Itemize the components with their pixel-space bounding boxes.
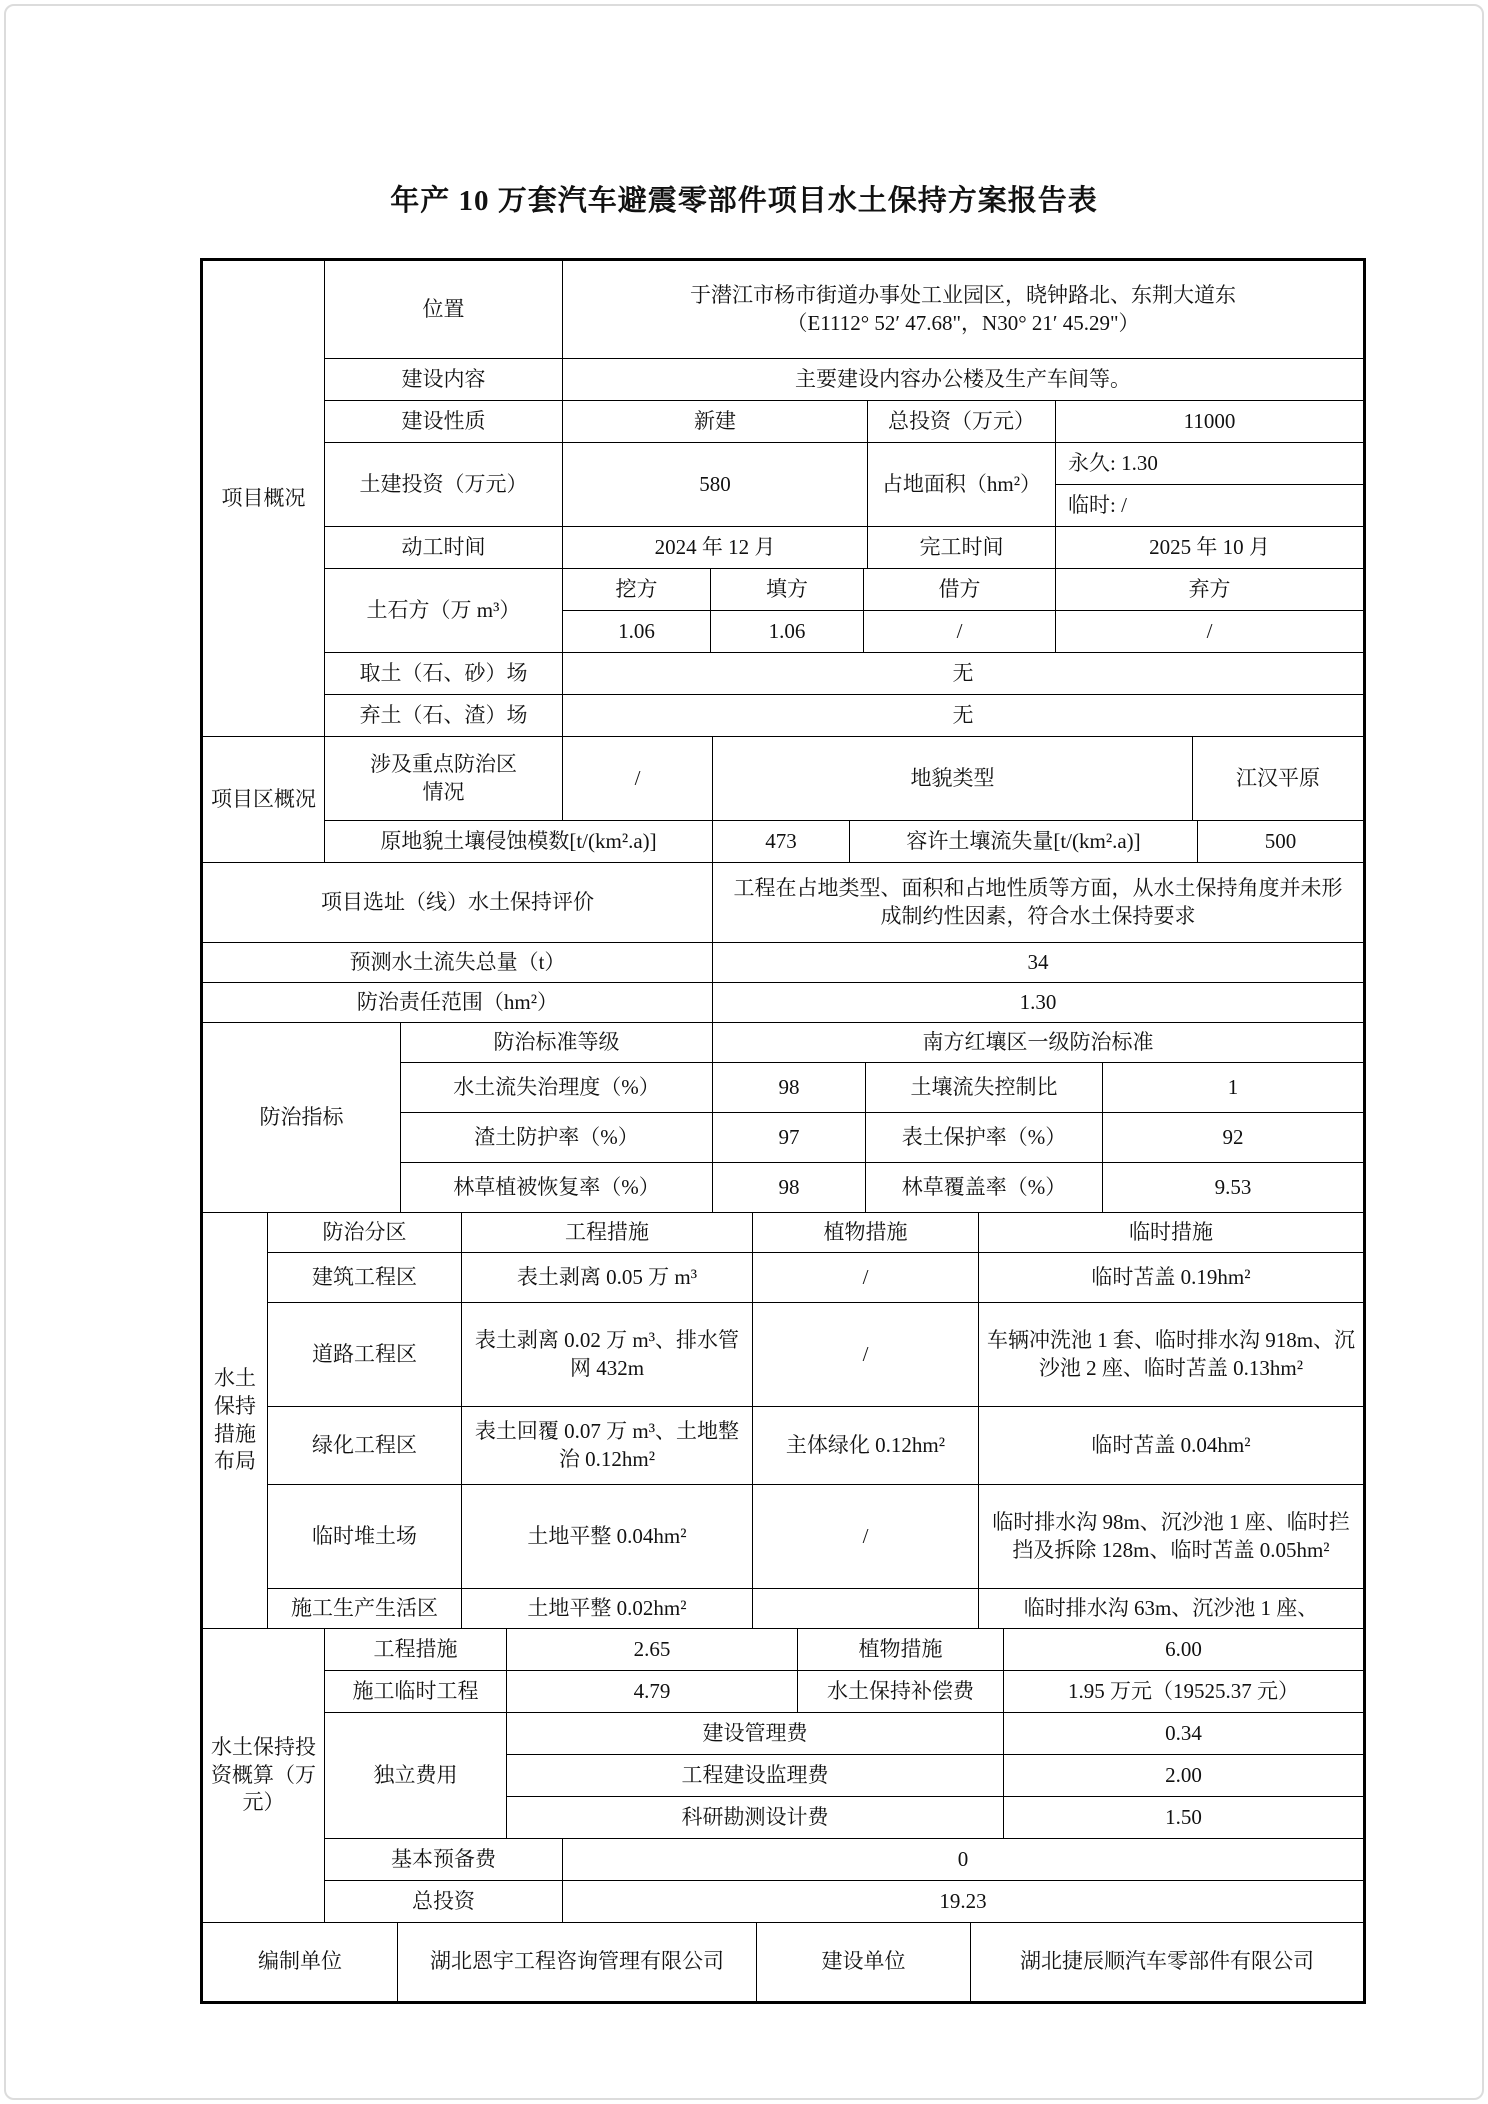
cell-compensation-fee-value: 1.95 万元（19525.37 元） bbox=[1004, 1671, 1363, 1713]
row-road-zone bbox=[268, 1303, 1363, 1407]
cell-spoil-ground-value: 无 bbox=[563, 695, 1363, 737]
cell-temporary: 临时苫盖 0.19hm² bbox=[979, 1253, 1363, 1303]
cell-engineering-cost-label: 工程措施 bbox=[325, 1629, 507, 1671]
cell-borrow-pit-label: 取土（石、砂）场 bbox=[325, 653, 563, 695]
cell-temporary: 临时排水沟 63m、沉沙池 1 座、 bbox=[979, 1589, 1363, 1629]
section-organizations bbox=[203, 1923, 1363, 2001]
cell-plant-cost-value: 6.00 bbox=[1004, 1629, 1363, 1671]
cell-basic-reserve-value: 0 bbox=[563, 1839, 1363, 1881]
cell-responsibility-scope-label: 防治责任范围（hm²） bbox=[203, 983, 713, 1023]
report-table bbox=[200, 258, 1366, 2004]
cell-total-investment-sum-label: 总投资 bbox=[325, 1881, 563, 1923]
cell-land-area-temporary: 临时: / bbox=[1056, 485, 1363, 527]
cell-erosion-modulus-label: 原地貌土壤侵蚀模数[t/(km².a)] bbox=[325, 821, 713, 863]
cell-loss-control-ratio-label: 土壤流失控制比 bbox=[866, 1063, 1103, 1113]
cell-construction-nature-value: 新建 bbox=[563, 401, 868, 443]
cell-borrow-value: / bbox=[864, 611, 1056, 653]
cell-survey-design-fee-value: 1.50 bbox=[1004, 1797, 1363, 1839]
header-plant-measures: 植物措施 bbox=[753, 1213, 979, 1253]
cell-compiling-org-label: 编制单位 bbox=[203, 1923, 398, 2001]
cell-temp-works-cost-value: 4.79 bbox=[507, 1671, 798, 1713]
row-temp-soil-stack bbox=[268, 1485, 1363, 1589]
cell-slag-protection-label: 渣土防护率（%） bbox=[401, 1113, 713, 1163]
cell-plant: 主体绿化 0.12hm² bbox=[753, 1407, 979, 1485]
cell-landform-type-value: 江汉平原 bbox=[1193, 737, 1363, 821]
cell-land-area-label: 占地面积（hm²） bbox=[868, 443, 1056, 527]
cell-spoil-value: / bbox=[1056, 611, 1363, 653]
cell-supervision-fee-value: 2.00 bbox=[1004, 1755, 1363, 1797]
row-building-zone bbox=[268, 1253, 1363, 1303]
cell-responsibility-scope-value: 1.30 bbox=[713, 983, 1363, 1023]
cell-completion-date-label: 完工时间 bbox=[868, 527, 1056, 569]
key-prevention-line1: 涉及重点防治区 bbox=[370, 751, 517, 776]
row-construction-living-zone bbox=[268, 1589, 1363, 1629]
cell-construction-content-label: 建设内容 bbox=[325, 359, 563, 401]
section-project-area bbox=[203, 737, 1363, 863]
cell-location-label: 位置 bbox=[325, 261, 563, 359]
cell-standard-grade-value: 南方红壤区一级防治标准 bbox=[713, 1023, 1363, 1063]
header-temporary-measures: 临时措施 bbox=[979, 1213, 1363, 1253]
cell-engineering: 表土剥离 0.02 万 m³、排水管网 432m bbox=[462, 1303, 753, 1407]
cell-zone: 道路工程区 bbox=[268, 1303, 462, 1407]
cell-borrow-pit-value: 无 bbox=[563, 653, 1363, 695]
cell-spoil-ground-label: 弃土（石、渣）场 bbox=[325, 695, 563, 737]
cell-spoil-label: 弃方 bbox=[1056, 569, 1363, 611]
section-label-investment: 水土保持投资概算（万元） bbox=[203, 1629, 325, 1923]
cell-plant: / bbox=[753, 1485, 979, 1589]
section-label-measure-layout: 水土保持措施布局 bbox=[203, 1213, 268, 1629]
cell-loss-control-degree-value: 98 bbox=[713, 1063, 866, 1113]
cell-fill-value: 1.06 bbox=[711, 611, 864, 653]
cell-plant bbox=[753, 1589, 979, 1629]
cell-vegetation-recovery-label: 林草植被恢复率（%） bbox=[401, 1163, 713, 1213]
cell-landform-type-label: 地貌类型 bbox=[713, 737, 1193, 821]
cell-temporary: 车辆冲洗池 1 套、临时排水沟 918m、沉沙池 2 座、临时苫盖 0.13hm² bbox=[979, 1303, 1363, 1407]
section-label-project-area: 项目区概况 bbox=[203, 737, 325, 863]
cell-site-evaluation-label: 项目选址（线）水土保持评价 bbox=[203, 863, 713, 943]
cell-management-fee-label: 建设管理费 bbox=[507, 1713, 1004, 1755]
section-predicted-loss bbox=[203, 943, 1363, 983]
cell-civil-investment-label: 土建投资（万元） bbox=[325, 443, 563, 527]
cell-location-value bbox=[563, 261, 1363, 359]
location-line2: （E1112° 52′ 47.68"，N30° 21′ 45.29"） bbox=[786, 310, 1140, 335]
location-line1: 于潜江市杨市街道办事处工业园区，晓钟路北、东荆大道东 bbox=[690, 282, 1236, 307]
cell-independent-cost-label: 独立费用 bbox=[325, 1713, 507, 1839]
cell-engineering: 表土剥离 0.05 万 m³ bbox=[462, 1253, 753, 1303]
cell-topsoil-protection-value: 92 bbox=[1103, 1113, 1363, 1163]
cell-engineering-cost-value: 2.65 bbox=[507, 1629, 798, 1671]
cell-key-prevention-zone-value: / bbox=[563, 737, 713, 821]
cell-allowable-loss-label: 容许土壤流失量[t/(km².a)] bbox=[850, 821, 1198, 863]
page-title: 年产 10 万套汽车避震零部件项目水土保持方案报告表 bbox=[390, 185, 1098, 217]
key-prevention-line2: 情况 bbox=[422, 779, 465, 804]
cell-loss-control-degree-label: 水土流失治理度（%） bbox=[401, 1063, 713, 1113]
cell-completion-date-value: 2025 年 10 月 bbox=[1056, 527, 1363, 569]
cell-vegetation-coverage-label: 林草覆盖率（%） bbox=[866, 1163, 1103, 1213]
cell-erosion-modulus-value: 473 bbox=[713, 821, 850, 863]
cell-plant: / bbox=[753, 1253, 979, 1303]
cell-loss-control-ratio-value: 1 bbox=[1103, 1063, 1363, 1113]
cell-excavation-value: 1.06 bbox=[563, 611, 711, 653]
cell-start-date-value: 2024 年 12 月 bbox=[563, 527, 868, 569]
cell-key-prevention-zone-label bbox=[325, 737, 563, 821]
section-project-overview bbox=[203, 261, 1363, 737]
cell-land-area-permanent: 永久: 1.30 bbox=[1056, 443, 1363, 485]
cell-zone: 临时堆土场 bbox=[268, 1485, 462, 1589]
cell-temporary: 临时苫盖 0.04hm² bbox=[979, 1407, 1363, 1485]
cell-management-fee-value: 0.34 bbox=[1004, 1713, 1363, 1755]
header-prevention-zone: 防治分区 bbox=[268, 1213, 462, 1253]
row-greening-zone bbox=[268, 1407, 1363, 1485]
cell-compiling-org-value: 湖北恩宇工程咨询管理有限公司 bbox=[398, 1923, 757, 2001]
section-investment-estimate bbox=[203, 1629, 1363, 1923]
section-site-evaluation bbox=[203, 863, 1363, 943]
cell-site-evaluation-value: 工程在占地类型、面积和占地性质等方面，从水土保持角度并未形成制约性因素，符合水土保持要求 bbox=[713, 863, 1363, 943]
cell-vegetation-coverage-value: 9.53 bbox=[1103, 1163, 1363, 1213]
cell-plant-cost-label: 植物措施 bbox=[798, 1629, 1004, 1671]
cell-vegetation-recovery-value: 98 bbox=[713, 1163, 866, 1213]
cell-total-investment-value: 11000 bbox=[1056, 401, 1363, 443]
section-measure-layout bbox=[203, 1213, 1363, 1629]
cell-engineering: 表土回覆 0.07 万 m³、土地整治 0.12hm² bbox=[462, 1407, 753, 1485]
cell-civil-investment-value: 580 bbox=[563, 443, 868, 527]
section-label-control-indicators: 防治指标 bbox=[203, 1023, 401, 1213]
cell-zone: 施工生产生活区 bbox=[268, 1589, 462, 1629]
cell-zone: 绿化工程区 bbox=[268, 1407, 462, 1485]
cell-total-investment-sum-value: 19.23 bbox=[563, 1881, 1363, 1923]
cell-temp-works-cost-label: 施工临时工程 bbox=[325, 1671, 507, 1713]
section-control-indicators bbox=[203, 1023, 1363, 1213]
cell-topsoil-protection-label: 表土保护率（%） bbox=[866, 1113, 1103, 1163]
cell-supervision-fee-label: 工程建设监理费 bbox=[507, 1755, 1004, 1797]
cell-compensation-fee-label: 水土保持补偿费 bbox=[798, 1671, 1004, 1713]
cell-construction-content-value: 主要建设内容办公楼及生产车间等。 bbox=[563, 359, 1363, 401]
cell-temporary: 临时排水沟 98m、沉沙池 1 座、临时拦挡及拆除 128m、临时苫盖 0.05hm² bbox=[979, 1485, 1363, 1589]
section-responsibility-scope bbox=[203, 983, 1363, 1023]
cell-survey-design-fee-label: 科研勘测设计费 bbox=[507, 1797, 1004, 1839]
cell-total-investment-label: 总投资（万元） bbox=[868, 401, 1056, 443]
header-engineering-measures: 工程措施 bbox=[462, 1213, 753, 1253]
cell-start-date-label: 动工时间 bbox=[325, 527, 563, 569]
cell-construction-nature-label: 建设性质 bbox=[325, 401, 563, 443]
cell-predicted-loss-value: 34 bbox=[713, 943, 1363, 983]
cell-plant: / bbox=[753, 1303, 979, 1407]
cell-predicted-loss-label: 预测水土流失总量（t） bbox=[203, 943, 713, 983]
cell-construction-org-value: 湖北捷辰顺汽车零部件有限公司 bbox=[1020, 1949, 1314, 1974]
cell-borrow-label: 借方 bbox=[864, 569, 1056, 611]
cell-construction-org-label: 建设单位 bbox=[757, 1923, 971, 2001]
cell-zone: 建筑工程区 bbox=[268, 1253, 462, 1303]
cell-allowable-loss-value: 500 bbox=[1198, 821, 1363, 863]
cell-engineering: 土地平整 0.02hm² bbox=[462, 1589, 753, 1629]
cell-basic-reserve-label: 基本预备费 bbox=[325, 1839, 563, 1881]
cell-standard-grade-label: 防治标准等级 bbox=[401, 1023, 713, 1063]
cell-engineering: 土地平整 0.04hm² bbox=[462, 1485, 753, 1589]
cell-excavation-label: 挖方 bbox=[563, 569, 711, 611]
cell-fill-label: 填方 bbox=[711, 569, 864, 611]
section-label-project-overview: 项目概况 bbox=[203, 261, 325, 737]
cell-slag-protection-value: 97 bbox=[713, 1113, 866, 1163]
cell-earthwork-label: 土石方（万 m³） bbox=[325, 569, 563, 653]
